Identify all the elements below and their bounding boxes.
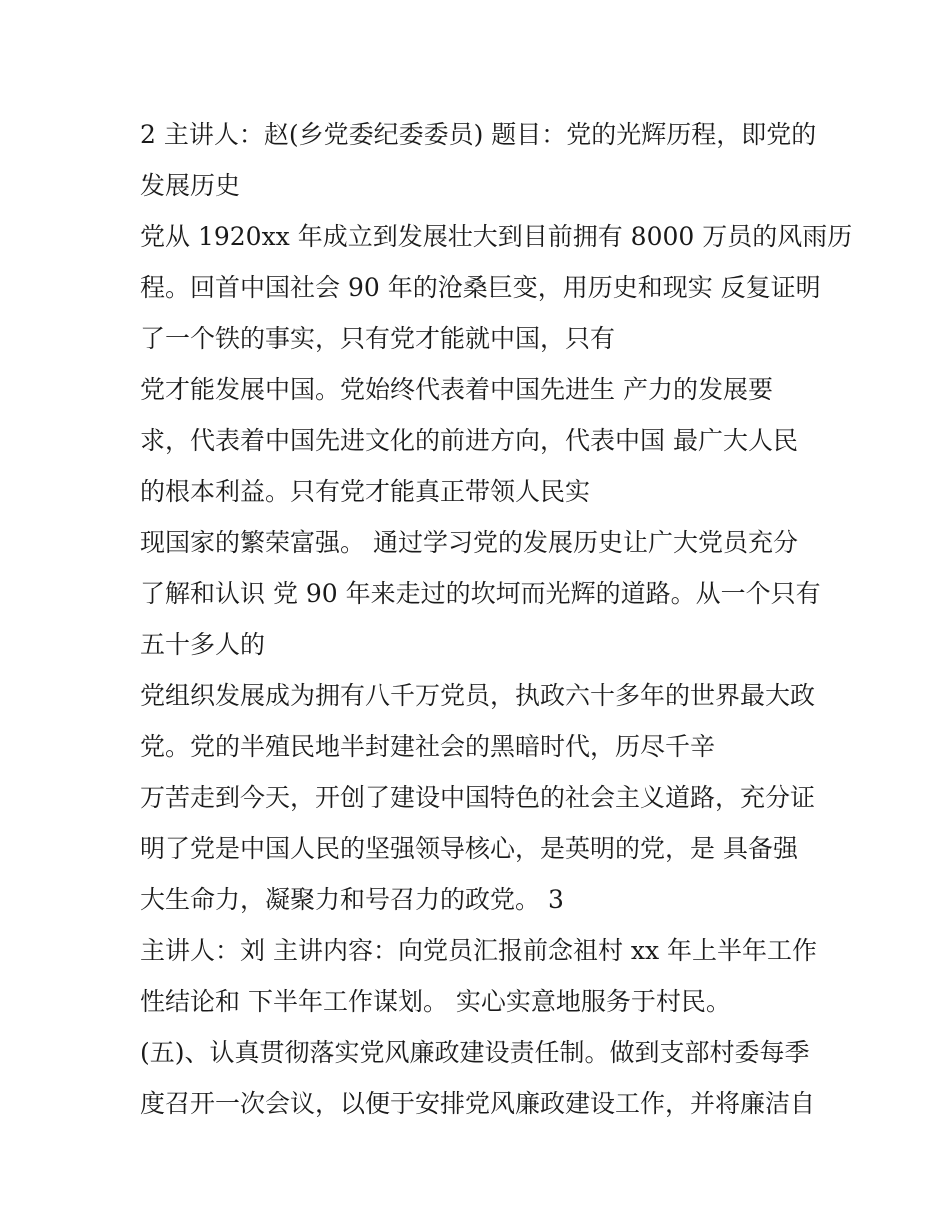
text-line: 大生命力，凝聚力和号召力的政党。 3 <box>140 885 564 914</box>
text-line: 党从 1920xx 年成立到发展壮大到目前拥有 8000 万员的风雨历 <box>140 222 853 251</box>
text-line: 的根本利益。只有党才能真正带领人民实 <box>140 477 591 506</box>
text-line: 度召开一次会议，以便于安排党风廉政建设工作，并将廉洁自 <box>140 1089 816 1118</box>
text-line: 党才能发展中国。党始终代表着中国先进生 产力的发展要 <box>140 375 773 404</box>
text-line: 了一个铁的事实，只有党才能就中国，只有 <box>140 324 616 353</box>
text-line: 2 主讲人：赵(乡党委纪委委员) 题目：党的光辉历程，即党的 <box>140 120 817 149</box>
text-line: 现国家的繁荣富强。 通过学习党的发展历史让广大党员充分 <box>140 528 798 557</box>
text-line: 主讲人：刘 主讲内容：向党员汇报前念祖村 xx 年上半年工作 <box>140 936 818 965</box>
body-text <box>140 109 853 1129</box>
text-line: (五)、认真贯彻落实党风廉政建设责任制。做到支部村委每季 <box>140 1038 810 1067</box>
text-line: 发展历史 <box>140 171 241 200</box>
text-line: 明了党是中国人民的坚强领导核心，是英明的党，是 具备强 <box>140 834 798 863</box>
text-line: 了解和认识 党 90 年来走过的坎坷而光辉的道路。从一个只有 <box>140 579 821 608</box>
text-line: 万苦走到今天，开创了建设中国特色的社会主义道路，充分证 <box>140 783 816 812</box>
text-line: 性结论和 下半年工作谋划。 实心实意地服务于村民。 <box>140 987 731 1016</box>
text-line: 党。党的半殖民地半封建社会的黑暗时代，历尽千辛 <box>140 732 716 761</box>
text-line: 五十多人的 <box>140 630 266 659</box>
text-line: 程。回首中国社会 90 年的沧桑巨变，用历史和现实 反复证明 <box>140 273 821 302</box>
text-line: 党组织发展成为拥有八千万党员，执政六十多年的世界最大政 <box>140 681 816 710</box>
text-line: 求，代表着中国先进文化的前进方向，代表中国 最广大人民 <box>140 426 798 455</box>
